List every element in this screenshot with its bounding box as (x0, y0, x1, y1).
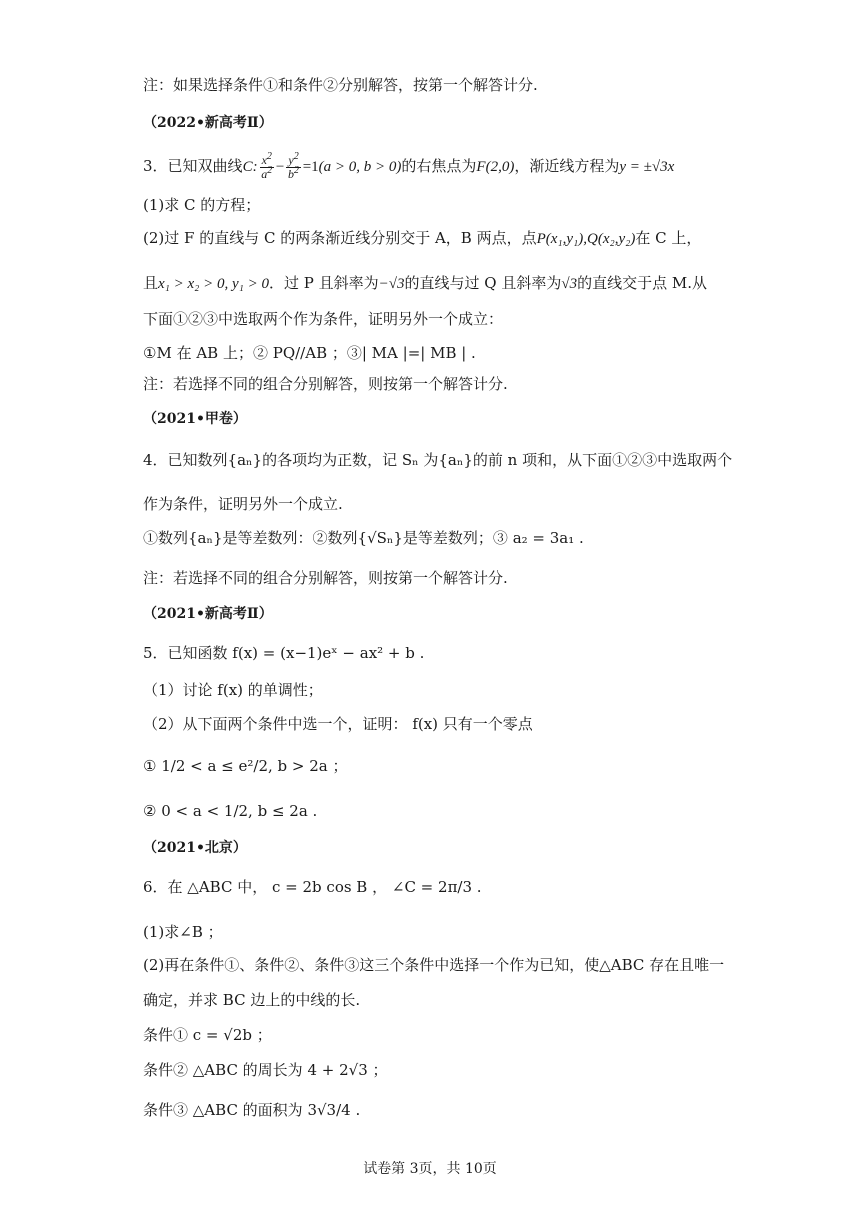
q3-line3-a: 且 (143, 274, 159, 292)
points-pq: P(x₁,y₁),Q(x₂,y₂) (536, 231, 636, 247)
q3-part2-line2 (143, 273, 707, 294)
source-tag-4: （2021•北京） (143, 840, 247, 856)
hyperbola-condition: (a > 0, b > 0) (318, 159, 402, 175)
q3-intro-c: ，渐近线方程为 (514, 157, 620, 175)
asymptote-equation: y = ±√3x (619, 159, 675, 175)
q3-intro: 已知双曲线 (167, 157, 243, 175)
q6-part1: (1)求∠B ； (143, 923, 223, 941)
q5-condition1: ① 1/2 < a ≤ e²/2, b > 2a ； (143, 757, 348, 775)
hyperbola-equation: C: $\frac{x^2}{a^2}$ − $\frac{y^2}{b^2}$ =1 (242, 151, 319, 182)
q6-condition2: 条件② △ABC 的周长为 4 + 2√3 ； (143, 1061, 388, 1079)
q6-part2-line1: (2)再在条件①、条件②、条件③这三个条件中选择一个作为已知，使△ABC 存在且唯一 (143, 956, 725, 974)
q6-line1: 6．在 △ABC 中， c = 2b cos B ， ∠C = 2π/3 . (143, 878, 482, 896)
q6-part2-line2: 确定，并求 BC 边上的中线的长. (143, 991, 361, 1009)
q4-line2: 作为条件，证明另外一个成立. (143, 495, 343, 513)
inequality-x1-x2: x₁ > x₂ > 0, y₁ > 0 (158, 276, 269, 292)
q4-line1: 4．已知数列{aₙ}的各项均为正数，记 Sₙ 为{aₙ}的前 n 项和，从下面①②③中选取两个 (143, 451, 733, 469)
q3-part1: (1)求 C 的方程； (143, 196, 261, 214)
source-tag-1: （2022•新高考Ⅱ） (143, 115, 273, 131)
source-tag-3: （2021•新高考Ⅱ） (143, 606, 273, 622)
q3-part2-line3: 下面①②③中选取两个作为条件，证明另外一个成立： (143, 310, 504, 328)
q6-condition3: 条件③ △ABC 的面积为 3√3/4 . (143, 1101, 361, 1119)
q5-part2: （2）从下面两个条件中选一个，证明： f(x) 只有一个零点 (143, 715, 533, 733)
q2-note: 注：如果选择条件①和条件②分别解答，按第一个解答计分. (143, 76, 538, 94)
slope-sqrt3: √3 (561, 276, 578, 292)
q3-number: 3． (143, 157, 168, 175)
q3-statement (143, 150, 674, 182)
q3-intro-b: 的右焦点为 (401, 157, 477, 175)
q3-line3-b: ．过 P 且斜率为 (269, 274, 379, 292)
q4-note: 注：若选择不同的组合分别解答，则按第一个解答计分. (143, 569, 508, 587)
q3-part2-line1 (143, 228, 701, 249)
q3-part2-tail: 在 C 上， (635, 229, 702, 247)
page-footer: 试卷第 3页，共 10页 (363, 1161, 497, 1177)
focus-point: F(2,0) (476, 159, 515, 175)
q5-line1: 5．已知函数 f(x) = (x−1)eˣ − ax² + b . (143, 644, 425, 662)
q3-line3-c: 的直线与过 Q 且斜率为 (404, 274, 562, 292)
q3-part2-text: (2)过 F 的直线与 C 的两条渐近线分别交于 A，B 两点，点 (143, 229, 537, 247)
q3-line3-d: 的直线交于点 M.从 (577, 274, 707, 292)
q3-note: 注：若选择不同的组合分别解答，则按第一个解答计分. (143, 375, 508, 393)
q3-options: ①M 在 AB 上；② PQ//AB ；③| MA |=| MB | . (143, 344, 476, 362)
source-tag-2: （2021•甲卷） (143, 411, 247, 427)
slope-negative-sqrt3: −√3 (378, 276, 405, 292)
q5-condition2: ② 0 < a < 1/2, b ≤ 2a . (143, 802, 318, 820)
q5-part1: （1）讨论 f(x) 的单调性； (143, 681, 323, 699)
q4-options: ①数列{aₙ}是等差数列：②数列{√Sₙ}是等差数列；③ a₂ = 3a₁ . (143, 529, 584, 547)
q6-condition1: 条件① c = √2b ； (143, 1026, 272, 1044)
